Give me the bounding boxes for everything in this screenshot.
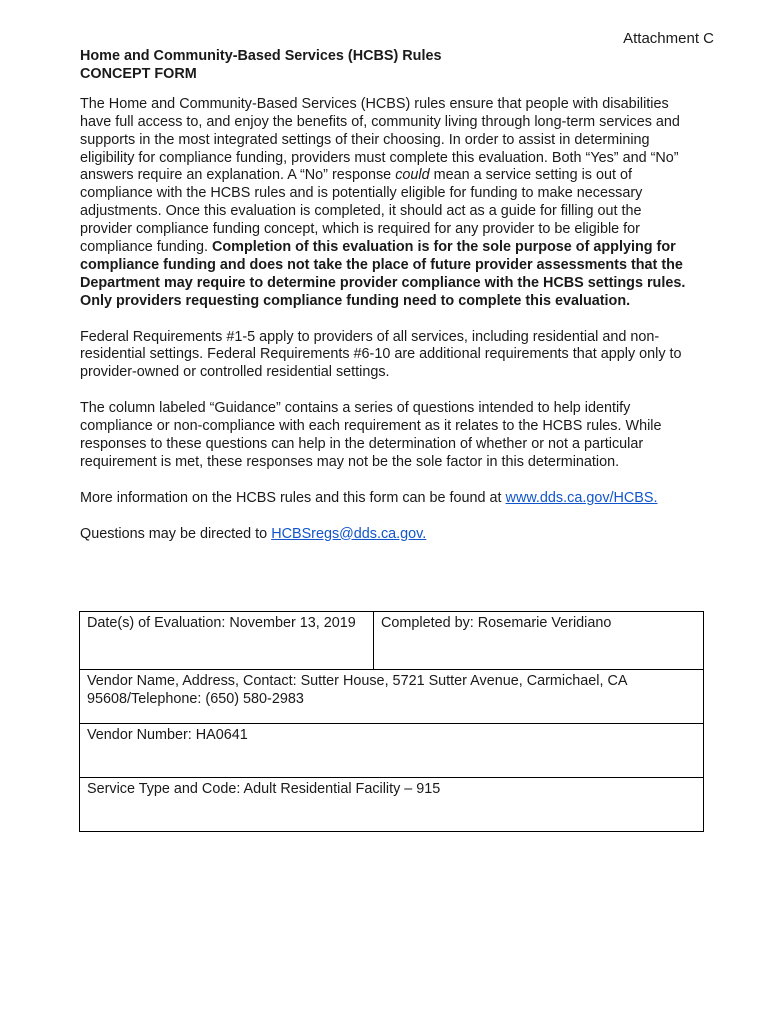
document-body	[80, 48, 690, 561]
intro-bold-statement: Completion of this evaluation is for the sole purpose of applying for compliance funding and does not take the place of future provider assessments that the Department may require to determine provider compliance with the HCBS settings rules. Only providers requesting compliance funding need to complete this evaluation.	[80, 239, 686, 309]
hcbs-website-link[interactable]: www.dds.ca.gov/HCBS.	[505, 489, 658, 506]
title-line-2: CONCEPT FORM	[80, 65, 197, 82]
title-line-1: Home and Community-Based Services (HCBS) Rules	[80, 48, 442, 64]
federal-requirements-paragraph: Federal Requirements #1-5 apply to providers of all services, including residential and non-residential settings. Federal Requirements #6-10 are additional requirements that apply only to provider-owned or controlled residential settings.	[80, 328, 682, 381]
intro-text-2: mean a service setting is out of compliance with the HCBS rules and is potentially eligible for funding to make necessary adjustments. Once this evaluation is completed, it should act as a guide for filling out the provider compliance funding concept, which is required for any provider to be eligible for compliance funding.	[80, 167, 643, 256]
document-title	[80, 48, 690, 84]
hcbs-email-link[interactable]: HCBSregs@dds.ca.gov.	[271, 525, 427, 542]
completed-by-field: Completed by: Rosemarie Veridiano	[374, 612, 704, 670]
more-info-text: More information on the HCBS rules and this form can be found at	[80, 489, 506, 506]
intro-emphasis: could	[395, 167, 430, 184]
table-row	[80, 612, 704, 670]
table-row	[80, 724, 704, 778]
evaluation-dates-field: Date(s) of Evaluation: November 13, 2019	[80, 612, 374, 670]
table-row	[80, 778, 704, 832]
service-type-field: Service Type and Code: Adult Residential Facility – 915	[80, 778, 704, 832]
vendor-number-field: Vendor Number: HA0641	[80, 724, 704, 778]
questions-text: Questions may be directed to	[80, 525, 272, 542]
more-info-paragraph	[80, 490, 690, 508]
questions-paragraph	[80, 526, 690, 544]
evaluation-info-table	[79, 611, 704, 832]
intro-paragraph	[80, 96, 690, 311]
table-row	[80, 670, 704, 724]
vendor-info-field: Vendor Name, Address, Contact: Sutter House, 5721 Sutter Avenue, Carmichael, CA 95608/Telephone: (650) 580-2983	[80, 670, 704, 724]
attachment-label: Attachment C	[623, 30, 714, 47]
intro-text-1: The Home and Community-Based Services (HCBS) rules ensure that people with disabilities have full access to, and enjoy the benefits of, community living through long-term services and supports in the most integrated settings of their choosing. In order to assist in determining eligibility for compliance funding, providers must complete this evaluation. Both “Yes” and “No” answers require an explanation. A “No” response	[80, 95, 680, 184]
guidance-paragraph: The column labeled “Guidance” contains a series of questions intended to help identify compliance or non-compliance with each requirement as it relates to the HCBS rules. While responses to these questions can help in the determination of whether or not a particular requirement is met, these responses may not be the sole factor in this determination.	[80, 400, 662, 470]
